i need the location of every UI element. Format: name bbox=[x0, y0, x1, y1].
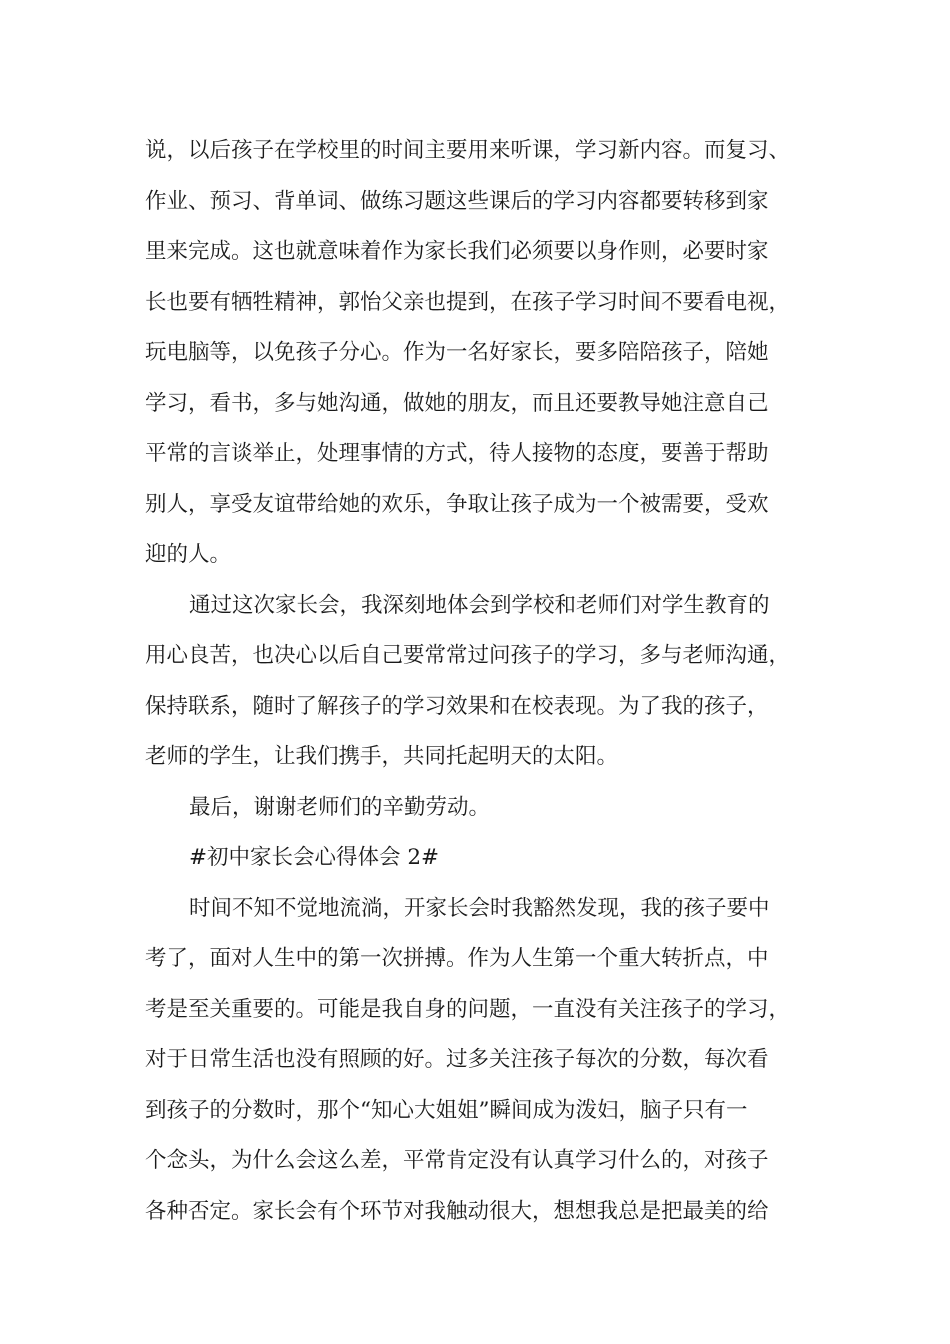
section-heading bbox=[145, 833, 835, 884]
paragraph-2 bbox=[145, 581, 835, 783]
text-line: 对于日常生活也没有照顾的好。过多关注孩子每次的分数，每次看 bbox=[145, 1047, 769, 1072]
text-line: 各种否定。家长会有个环节对我触动很大，想想我总是把最美的给 bbox=[145, 1198, 769, 1224]
text-line: 平常的言谈举止，处理事情的方式，待人接物的态度，要善于帮助 bbox=[145, 441, 769, 466]
text-line: 最后，谢谢老师们的辛勤劳动。 bbox=[189, 794, 491, 820]
text-line: 老师的学生，让我们携手，共同托起明天的太阳。 bbox=[145, 744, 619, 769]
heading-line: #初中家长会心得体会 2# bbox=[189, 845, 440, 870]
text-line: 保持联系，随时了解孩子的学习效果和在校表现。为了我的孩子， bbox=[145, 693, 769, 719]
text-line: 个念头，为什么会这么差，平常肯定没有认真学习什么的，对孩子 bbox=[145, 1148, 769, 1173]
text-line: 考是至关重要的。可能是我自身的问题，一直没有关注孩子的学习， bbox=[145, 996, 791, 1022]
text-line: 用心良苦，也决心以后自己要常常过问孩子的学习，多与老师沟通， bbox=[145, 643, 791, 668]
text-line: 学习，看书，多与她沟通，做她的朋友，而且还要教导她注意自己 bbox=[145, 390, 769, 416]
text-line: 里来完成。这也就意味着作为家长我们必须要以身作则，必要时家 bbox=[145, 239, 769, 264]
text-line: 通过这次家长会，我深刻地体会到学校和老师们对学生教育的 bbox=[189, 592, 770, 618]
text-line: 考了，面对人生中的第一次拼搏。作为人生第一个重大转折点，中 bbox=[145, 946, 769, 971]
text-line: 长也要有牺牲精神，郭怡父亲也提到，在孩子学习时间不要看电视， bbox=[145, 289, 791, 315]
document-body bbox=[145, 126, 835, 1237]
paragraph-3 bbox=[145, 783, 835, 834]
text-line: 玩电脑等，以免孩子分心。作为一名好家长，要多陪陪孩子，陪她 bbox=[145, 340, 769, 365]
text-line: 到孩子的分数时，那个“知心大姐姐”瞬间成为泼妇，脑子只有一 bbox=[145, 1097, 748, 1123]
text-line: 时间不知不觉地流淌，开家长会时我豁然发现，我的孩子要中 bbox=[189, 895, 770, 921]
paragraph-4 bbox=[145, 884, 835, 1238]
text-line: 说，以后孩子在学校里的时间主要用来听课，学习新内容。而复习、 bbox=[145, 138, 791, 163]
paragraph-1 bbox=[145, 126, 835, 581]
text-line: 别人，享受友谊带给她的欢乐，争取让孩子成为一个被需要，受欢 bbox=[145, 491, 769, 517]
text-line: 作业、预习、背单词、做练习题这些课后的学习内容都要转移到家 bbox=[145, 188, 769, 214]
text-line: 迎的人。 bbox=[145, 542, 232, 567]
